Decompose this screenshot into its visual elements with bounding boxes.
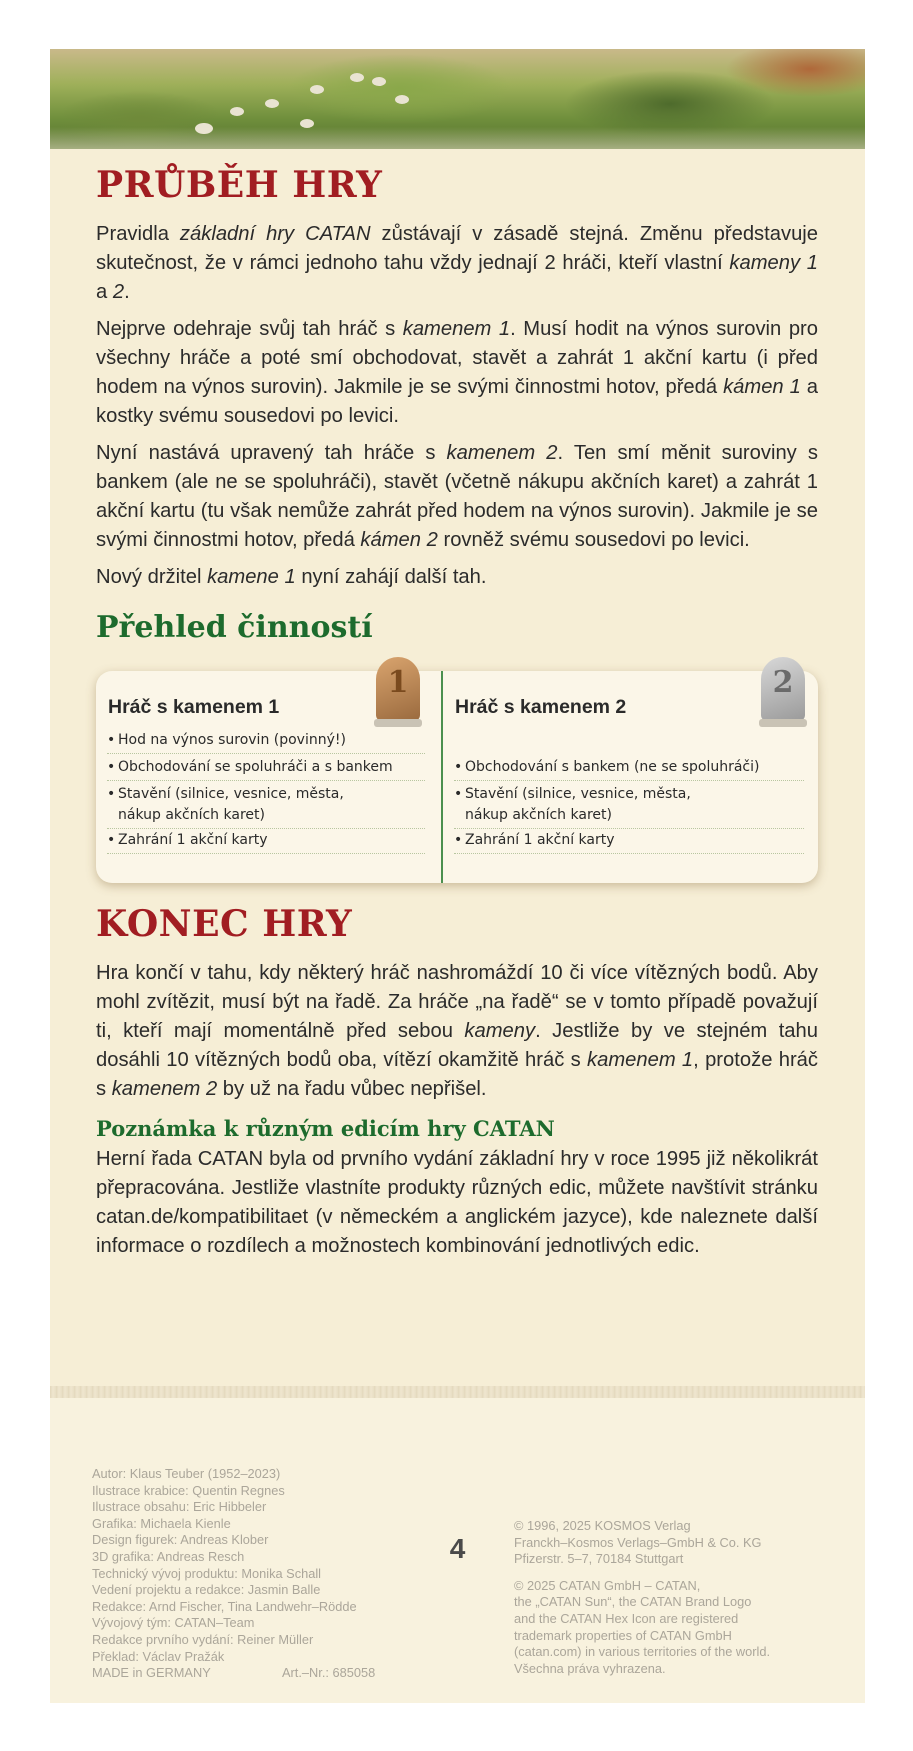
activity-item: • Obchodování se spoluhráči a s bankem [107, 757, 425, 781]
stone-1-icon: 1 [376, 657, 420, 721]
activity-item: • Stavění (silnice, vesnice, města, nákup akčních karet) [107, 784, 425, 829]
player-stone-1-column [96, 665, 441, 883]
footer-divider [50, 1386, 865, 1398]
activity-item: • Hod na výnos surovin (povinný!) [107, 730, 425, 754]
paragraph: Herní řada CATAN byla od prvního vydání základní hry v roce 1995 již několikrát přepracována. Jestliže vlastníte produkty různých edic, můžete navštívit stránku catan.de/kompatibilitaet (v německém a anglickém jazyce), kde naleznete další informace o rozdílech a možnostech kombinování jednotlivých edic. [96, 1148, 818, 1257]
activity-item: • Obchodování s bankem (ne se spoluhráči) [454, 757, 804, 781]
section-title-overview: Přehled činností [96, 610, 373, 645]
column-title: Hráč s kamenem 1 [108, 696, 280, 718]
paragraph: Pravidla základní hry CATAN zůstávají v zásadě stejná. Změnu představuje skutečnost, že v rámci jednoho tahu vždy jednají 2 hráči, kteří vlastní kameny 1 a 2. [96, 223, 819, 303]
activity-item: • Zahrání 1 akční karty [454, 830, 804, 854]
column-title: Hráč s kamenem 2 [455, 696, 627, 718]
paragraph: Hra končí v tahu, kdy některý hráč nashromáždí 10 či více vítězných bodů. Aby mohl zvítězit, musí být na řadě. Za hráče „na řadě“ se v tomto případě považují ti, kteří mají momentálně před sebou kameny. Jestliže by ve stejném tahu dosáhli 10 vítězných bodů oba, vítězí okamžitě hráč s kamenem 1, protože hráč s kamenem 2 by už na řadu vůbec nepřišel. [96, 962, 818, 1100]
stone-2-icon: 2 [761, 657, 805, 721]
section-title-gameplay: PRŮBĚH HRY [96, 164, 383, 206]
paragraph: Nyní nastává upravený tah hráče s kamenem 2. Ten smí měnit suroviny s bankem (ale ne se spoluhráči), stavět (včetně nákupu akčních karet) a zahrát 1 akční kartu (tu však nemůže zahrát před hodem na výnos surovin). Jakmile je se svými činnostmi hotov, předá kámen 2 rovněž svému sousedovi po levici. [96, 442, 818, 551]
legal-notice: © 1996, 2025 KOSMOS Verlag Franckh–Kosmos Verlags–GmbH & Co. KG Pfizerstr. 5–7, 70184 Stuttgart © 2025 CATAN GmbH – CATAN, the „CATAN Sun“, the CATAN Brand Logo and the CATAN Hex Icon are registered trademark properties of CATAN GmbH (catan.com) in various territories of the world. Všechna práva vyhrazena. [514, 1518, 771, 1676]
page-number: 4 [449, 1533, 466, 1564]
paragraph: Nejprve odehraje svůj tah hráč s kamenem 1. Musí hodit na výnos surovin pro všechny hráče a poté smí obchodovat, stavět a zahrát 1 akční kartu (i před hodem na výnos surovin). Jakmile je se svými činnostmi hotov, předá kámen 1 a kostky svému sousedovi po levici. [96, 318, 818, 427]
section-title-end-of-game: KONEC HRY [96, 903, 353, 945]
activity-item: • Zahrání 1 akční karty [107, 830, 425, 854]
note-title: Poznámka k různým edicím hry CATAN [96, 1116, 555, 1141]
player-stone-2-column [441, 665, 820, 883]
credits: Autor: Klaus Teuber (1952–2023) Ilustrace krabice: Quentin Regnes Ilustrace obsahu: Eric Hibbeler Grafika: Michaela Kienle Design figurek: Andreas Klober 3D grafika: Andreas Resch Technický vývoj produktu: Monika Schall Vedení projektu a redakce: Jasmin Balle Redakce: Arnd Fischer, Tina Landwehr–Rödde Vývojový tým: CATAN–Team Redakce prvního vydání: Reiner Müller Překlad: Václav Pražák MADE in GERMANY Art.–Nr.: 685058 [92, 1466, 376, 1681]
rulebook-page [50, 49, 865, 1703]
activity-item: • Stavění (silnice, vesnice, města, nákup akčních karet) [454, 784, 804, 829]
article-number: Art.–Nr.: 685058 [282, 1665, 376, 1681]
activities-overview-box [96, 665, 818, 883]
landscape-banner-illustration [50, 49, 865, 149]
main-content [96, 164, 818, 1269]
paragraph: Nový držitel kamene 1 nyní zahájí další tah. [96, 566, 487, 588]
